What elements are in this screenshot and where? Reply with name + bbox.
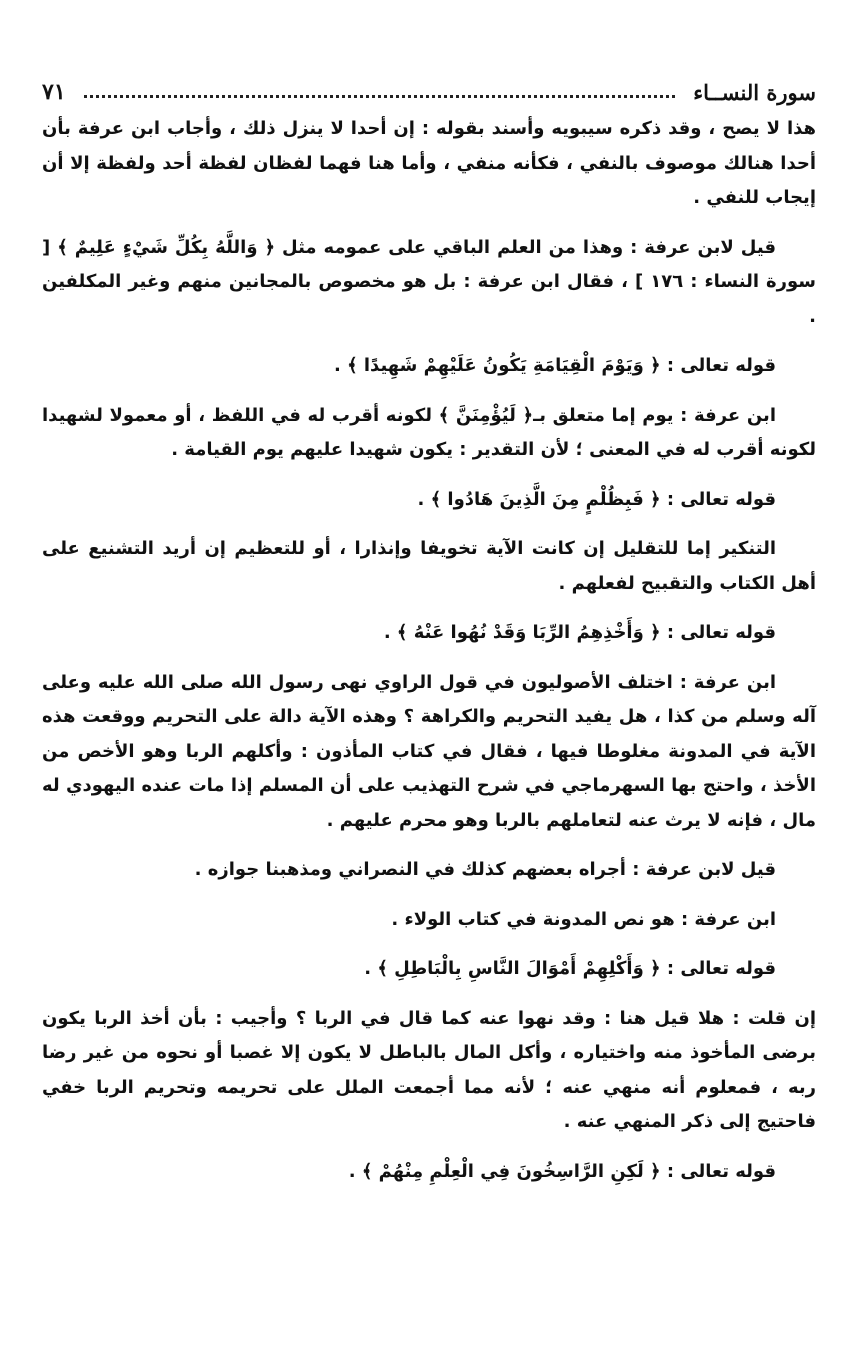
verse-heading: قوله تعالى : ﴿ وَأَخْذِهِمُ الرِّبَا وَقَدْ نُهُوا عَنْهُ ﴾ . [383,622,776,643]
paragraph: ابن عرفة : يوم إما متعلق بـ﴿ لَيُؤْمِنَنَّ ﴾ لكونه أقرب له في اللفظ ، أو معمولا لشهيدا لكونه أقرب له في المعنى ؛ لأن التقدير : يكون شهيدا عليهم يوم القيامة . [42,404,816,460]
paragraph: ابن عرفة : اختلف الأصوليون في قول الراوي نهى رسول الله صلى الله عليه وعلى آله وسلم من كذا ، هل يفيد التحريم والكراهة ؟ وهذه الآية دالة على التحريم ووقعت هذه الآية في المدونة مغلوطا فيها ، فقال في كتاب المأذون : وأكلهم الربا وهو الأخص من الأخذ ، واحتج بها السهرماجي في شرح التهذيب على أن المسلم إذا مات عنده اليهودي له مال ، فإنه لا يرث عنه لتعاملهم بالربا وهو محرم عليهم . [42,671,816,831]
paragraph: إن قلت : هلا قيل هنا : وقد نهوا عنه كما قال في الربا ؟ وأجيب : بأن أخذ الربا يكون برضى المأخوذ منه واختياره ، وأكل المال بالباطل لا يكون إلا غصبا أو نحوه من غير رضا ربه ، فمعلوم أنه منهي عنه ؛ لأنه مما أجمعت الملل على تحريمه وتحريم الربا خفي فاحتيج إلى ذكر المنهي عنه . [42,1007,816,1132]
paragraph: هذا لا يصح ، وقد ذكره سيبويه وأسند بقوله : إن أحدا لا ينزل ذلك ، وأجاب ابن عرفة بأن أحدا هنالك موصوف بالنفي ، فكأنه منفي ، وأما هنا فهما لفظان لفظة أحد ولفظة إلا أن إيجاب للنفي . [42,118,816,208]
running-title: سورة النســاء [693,79,816,105]
paragraph: ابن عرفة : هو نص المدونة في كتاب الولاء . [391,908,776,930]
page-number: ٧١ [42,79,66,105]
verse-heading: قوله تعالى : ﴿ فَبِظُلْمٍ مِنَ الَّذِينَ هَادُوا ﴾ . [417,488,776,510]
book-page [42,72,816,1347]
verse-heading: قوله تعالى : ﴿ لَكِنِ الرَّاسِخُونَ فِي الْعِلْمِ مِنْهُمْ ﴾ . [348,1160,776,1182]
paragraph: قيل لابن عرفة : أجراه بعضهم كذلك في النصراني ومذهبنا جوازه . [194,859,776,880]
page-header [42,72,816,112]
page-body [42,112,816,1189]
verse-heading: قوله تعالى : ﴿ وَيَوْمَ الْقِيَامَةِ يَكُونُ عَلَيْهِمْ شَهِيدًا ﴾ . [333,355,776,376]
verse-heading: قوله تعالى : ﴿ وَأَكْلِهِمْ أَمْوَالَ النَّاسِ بِالْبَاطِلِ ﴾ . [364,958,776,979]
paragraph: التنكير إما للتقليل إن كانت الآية تخويفا وإنذارا ، أو للتعظيم إن أريد التشنيع على أهل الكتاب والتقبيح لفعلهم . [42,538,816,594]
header-dotted-rule [84,95,676,98]
paragraph: قيل لابن عرفة : وهذا من العلم الباقي على عمومه مثل ﴿ وَاللَّهُ بِكُلِّ شَيْءٍ عَلِيمٌ ﴾ [ سورة النساء : ١٧٦ ] ، فقال ابن عرفة : بل هو مخصوص بالمجانين منهم وغير المكلفين . [42,236,816,327]
